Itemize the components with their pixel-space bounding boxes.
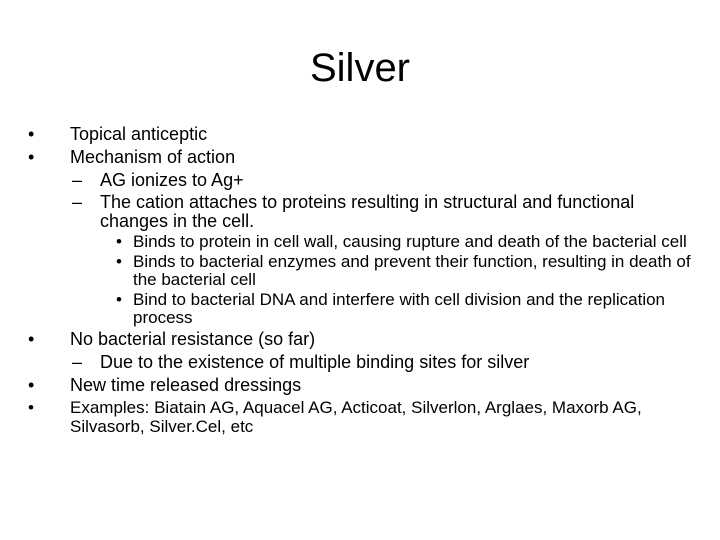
slide-title: Silver — [309, 46, 411, 90]
bullet-marker: • — [28, 398, 34, 417]
sub-bullet-item — [28, 170, 700, 191]
dash-marker: – — [72, 170, 83, 190]
bullet-item — [28, 375, 700, 396]
bullet-item — [28, 147, 700, 168]
sub-sub-bullet-item — [28, 291, 700, 327]
bullet-marker: • — [116, 252, 122, 271]
bullet-text: Binds to protein in cell wall, causing rupture and death of the bacterial cell — [133, 232, 687, 251]
bullet-marker: • — [28, 329, 35, 349]
bullet-text: Mechanism of action — [70, 147, 236, 167]
bullet-text: No bacterial resistance (so far) — [70, 329, 316, 349]
sub-sub-bullet-item — [28, 233, 700, 251]
bullet-text: Examples: Biatain AG, Aquacel AG, Acticoat, Silverlon, Arglaes, Maxorb AG, Silvasorb, Silver.Cel, etc — [70, 398, 642, 436]
sub-bullet-item — [28, 193, 700, 231]
bullet-marker: • — [28, 375, 35, 395]
sub-bullet-item — [28, 352, 700, 373]
bullet-marker: • — [116, 290, 122, 309]
bullet-text: The cation attaches to proteins resulting in structural and functional changes in the cell. — [100, 192, 635, 231]
bullet-marker: • — [28, 147, 35, 167]
bullet-text: Binds to bacterial enzymes and prevent their function, resulting in death of the bacterial cell — [133, 252, 691, 289]
bullet-text: New time released dressings — [70, 375, 302, 395]
bullet-item — [28, 329, 700, 350]
dash-marker: – — [72, 192, 83, 212]
bullet-item — [28, 124, 700, 145]
bullet-marker: • — [116, 232, 122, 251]
bullet-text: Bind to bacterial DNA and interfere with cell division and the replication process — [133, 290, 666, 327]
sub-sub-bullet-item — [28, 253, 700, 289]
bullet-item — [28, 398, 700, 436]
bullet-text: Topical anticeptic — [70, 124, 208, 144]
bullet-text: Due to the existence of multiple binding sites for silver — [100, 352, 530, 372]
dash-marker: – — [72, 352, 83, 372]
bullet-marker: • — [28, 124, 35, 144]
bullet-text: AG ionizes to Ag+ — [100, 170, 244, 190]
bullet-list — [28, 124, 700, 438]
